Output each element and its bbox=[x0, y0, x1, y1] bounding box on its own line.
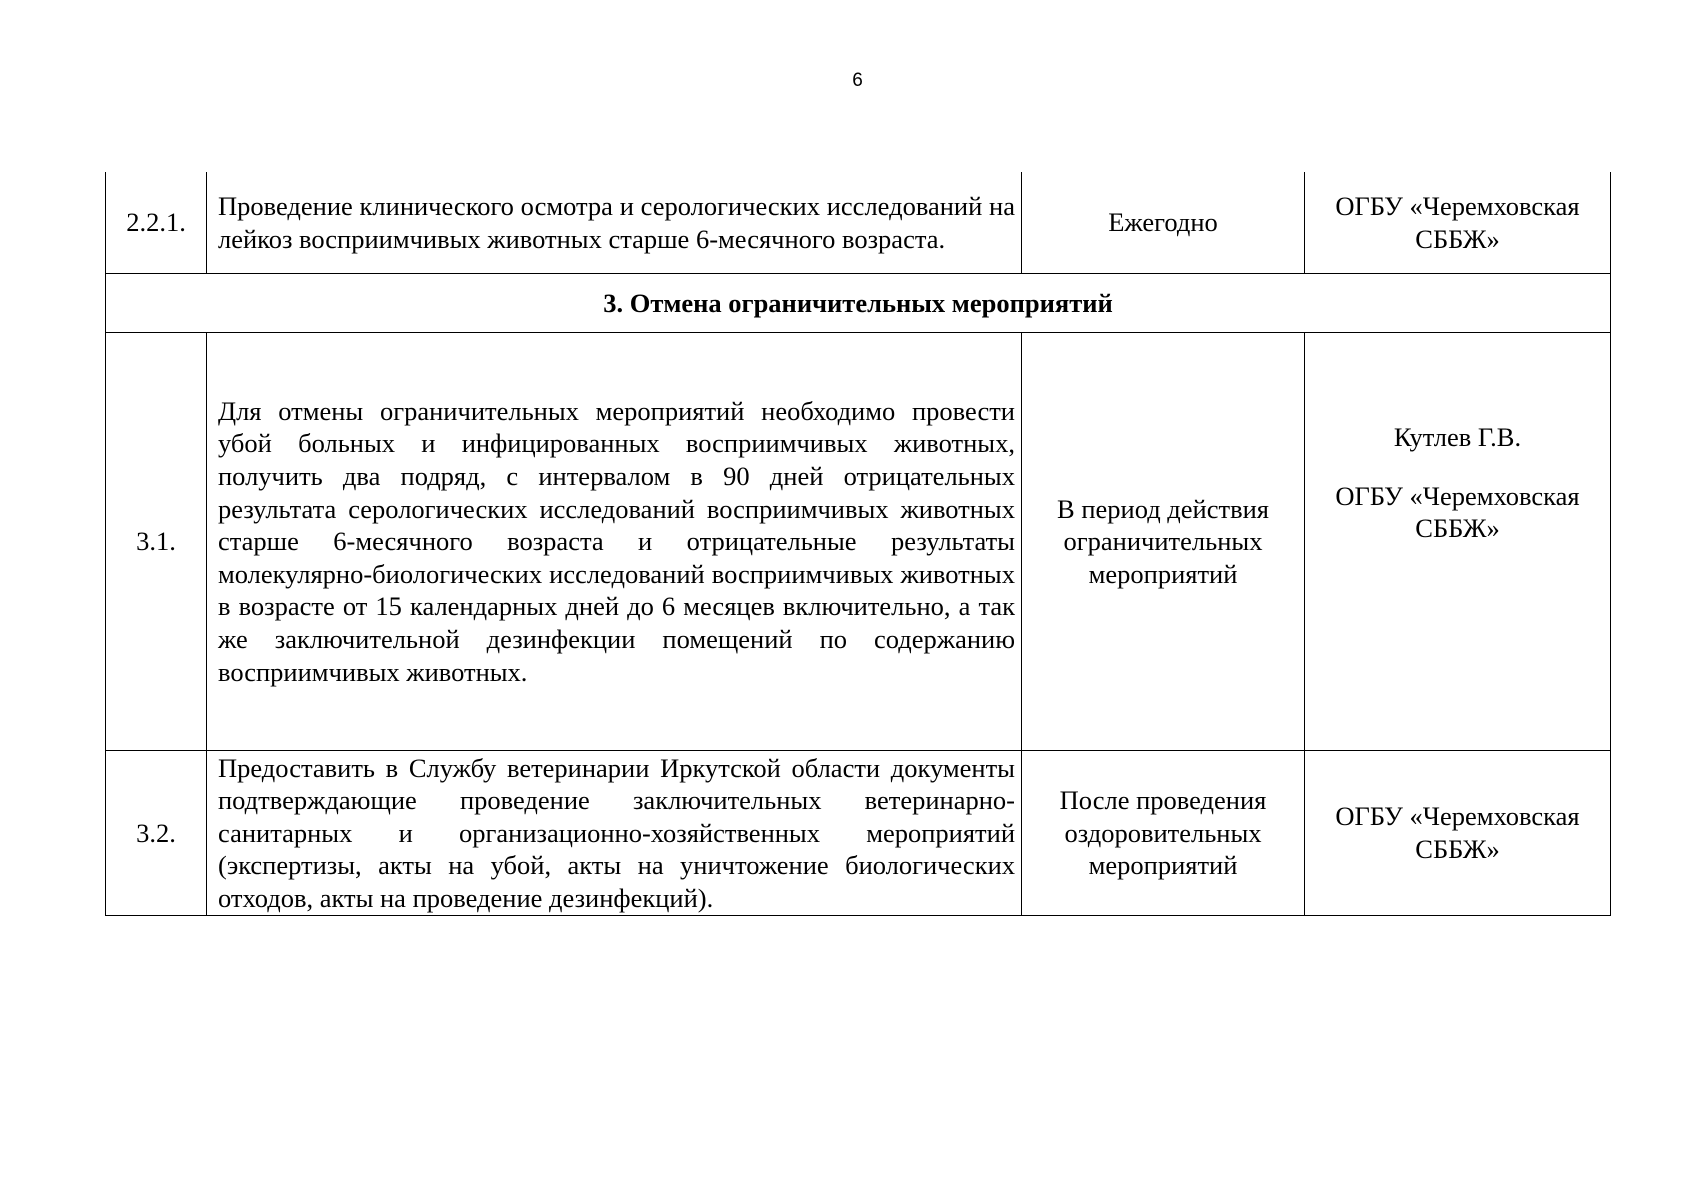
measure-text: Предоставить в Службу ветеринарии Иркутской области документы подтверждающие проведение заключительных ветеринарно-санитарных и организационно-хозяйственных мероприятий (экспертизы, акты на убой, акты на уничтожение биологических отходов, акты на проведение дезинфекций). bbox=[207, 751, 1022, 916]
page-number: 6 bbox=[852, 70, 863, 91]
table-row-3-2 bbox=[106, 751, 1611, 916]
table-row-3-1 bbox=[106, 333, 1611, 751]
row-number: 3.2. bbox=[106, 751, 207, 916]
measure-text: Для отмены ограничительных мероприятий необходимо провести убой больных и инфицированных восприимчивых животных, получить два подряд, с интервалом в 90 дней отрицательных результата серологических исследований восприимчивых животных старше 6-месячного возраста и отрицательные результаты молекулярно-биологических исследований восприимчивых животных в возрасте от 15 календарных дней до 6 месяцев включительно, а так же заключительной дезинфекции помещений по содержанию восприимчивых животных. bbox=[207, 333, 1022, 751]
measure-responsible: ОГБУ «Черемховская СББЖ» bbox=[1305, 172, 1611, 274]
responsible-person: Кутлев Г.В. bbox=[1393, 422, 1522, 452]
row-number: 2.2.1. bbox=[106, 172, 207, 274]
measure-term: В период действия ограничительных мероприятий bbox=[1022, 333, 1305, 751]
section-header-row bbox=[106, 274, 1611, 333]
measure-term: Ежегодно bbox=[1022, 172, 1305, 274]
measure-responsible: ОГБУ «Черемховская СББЖ» bbox=[1305, 751, 1611, 916]
table-row-2-2-1 bbox=[106, 172, 1611, 274]
measure-term: После проведения оздоровительных мероприятий bbox=[1022, 751, 1305, 916]
measure-responsible bbox=[1305, 333, 1611, 751]
measures-table bbox=[105, 172, 1611, 916]
section-title: 3. Отмена ограничительных мероприятий bbox=[106, 274, 1611, 333]
measure-text: Проведение клинического осмотра и серологических исследований на лейкоз восприимчивых животных старше 6-месячного возраста. bbox=[207, 172, 1022, 274]
responsible-organization: ОГБУ «Черемховская СББЖ» bbox=[1335, 480, 1580, 544]
row-number: 3.1. bbox=[106, 333, 207, 751]
